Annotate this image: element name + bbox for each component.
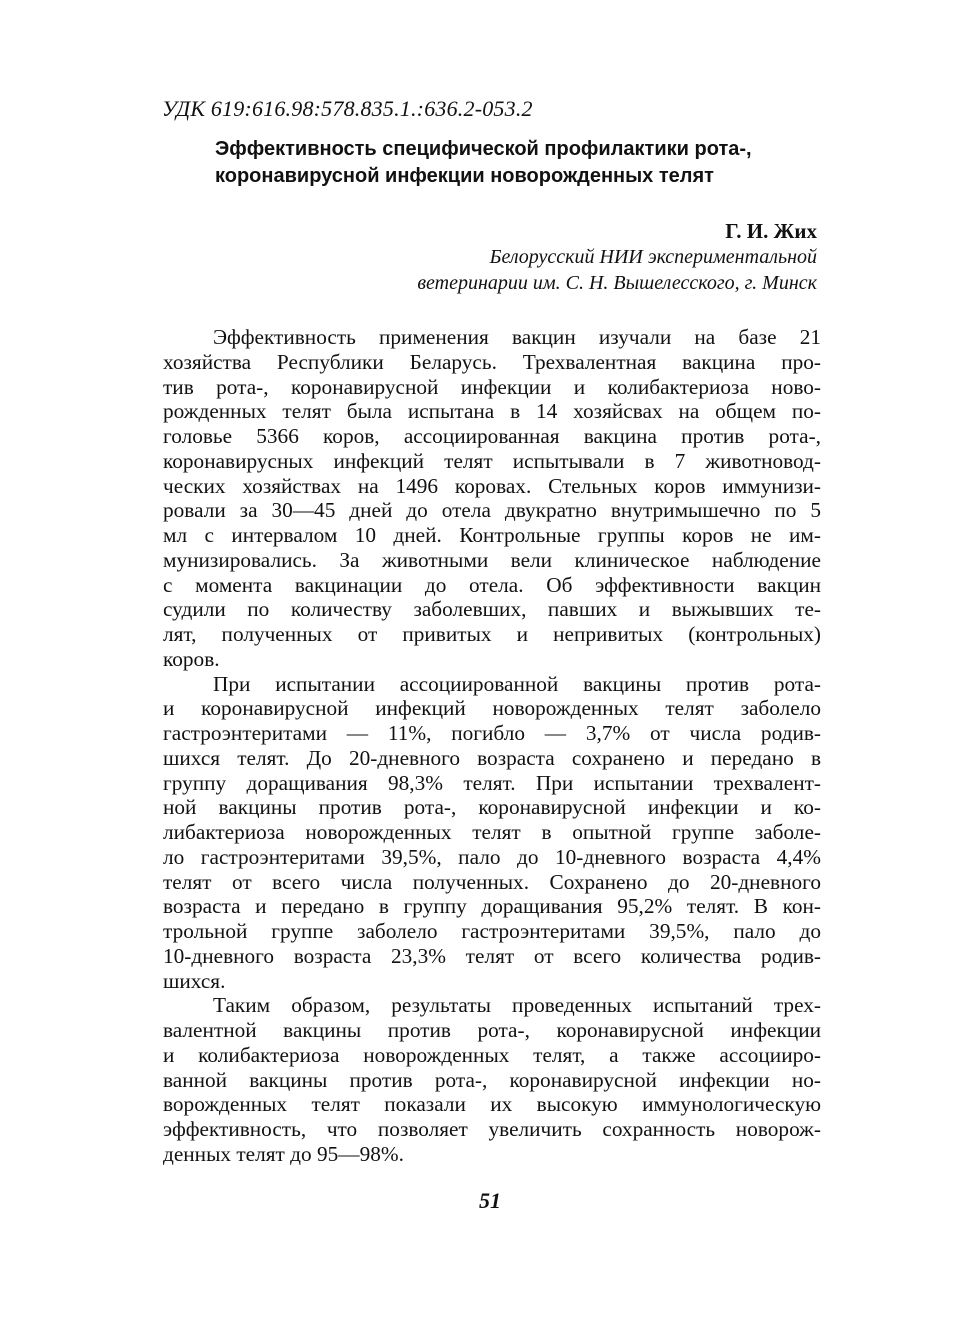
body-line: мл с интервалом 10 дней. Контрольные группы коров не им- [163,523,821,547]
body-line: гастроэнтеритами — 11%, погибло — 3,7% от числа родив- [163,721,821,745]
body-line: либактериоза новорожденных телят в опытной группе заболе- [163,820,821,844]
body-line: рожденных телят была испытана в 14 хозяйсвах на общем по- [163,399,821,424]
body-line: мунизировались. За животными вели клиническое наблюдение [163,547,821,572]
body-line: шихся телят. До 20-дневного возраста сохранено и передано в [163,745,821,770]
body-line: ло гастроэнтеритами 39,5%, пало до 10-дневного возраста 4,4% [163,844,821,869]
body-paragraph [163,325,821,672]
body-line: 10-дневного возраста 23,3% телят от всего количества родив- [163,943,821,968]
body-line: судили по количеству заболевших, павших и выжывших те- [163,597,821,622]
body-line: валентной вакцины против рота-, коронавирусной инфекции [163,1018,821,1042]
udc-code: УДК 619:616.98:578.835.1.:636.2-053.2 [162,96,533,121]
body-line: с момента вакцинации до отела. Об эффективности вакцин [163,572,821,597]
body-line: и колибактериоза новорожденных телят, а также ассоцииро- [163,1042,821,1067]
article-title [215,136,835,190]
body-line: лят, полученных от привитых и непривитых (контрольных) [163,622,821,646]
body-line: Таким образом, результаты проведенных испытаний трех- [213,993,821,1018]
body-line: и коронавирусной инфекций новорожденных телят заболело [163,696,821,721]
body-line: коронавирусных инфекций телят испытывали в 7 животновод- [163,448,821,473]
body-line: ванной вакцины против рота-, коронавирусной инфекции но- [163,1067,821,1092]
author-block [300,218,817,296]
body-line: хозяйства Республики Беларусь. Трехвалентная вакцина про- [163,349,821,374]
affiliation-line: ветеринарии им. С. Н. Вышелесского, г. Минск [417,272,817,294]
body-paragraph [163,672,821,994]
body-line: шихся. [163,968,226,993]
body-line: головье 5366 коров, ассоциированная вакцина против рота-, [163,424,821,448]
body-line: ческих хозяйствах на 1496 коровах. Стельных коров иммунизи- [163,473,821,498]
body-line: трольной группе заболело гастроэнтеритами 39,5%, пало до [163,919,821,943]
body-line: При испытании ассоциированной вакцины против рота- [213,671,821,696]
body-line: возраста и передано в группу доращивания 95,2% телят. В кон- [163,894,821,919]
page-number: 51 [479,1188,501,1213]
author-name: Г. И. Жих [725,219,817,243]
body-line: телят от всего числа полученных. Сохранено до 20-дневного [163,869,821,894]
body-line: ной вакцины против рота-, коронавирусной инфекции и ко- [163,795,821,820]
article-title-line: Эффективность специфической профилактики рота-, [215,138,752,160]
body-line: ровали за 30—45 дней до отела двукратно внутримышечно по 5 [163,498,821,523]
body-line: ворожденных телят показали их высокую иммунологическую [163,1092,821,1117]
article-title-line: коронавирусной инфекции новорожденных телят [215,165,714,187]
affiliation-line: Белорусский НИИ экспериментальной [489,246,817,268]
article-body [163,325,821,1167]
body-paragraph [163,993,821,1166]
body-line: денных телят до 95—98%. [163,1141,404,1166]
body-line: Эффективность применения вакцин изучали на базе 21 [213,325,821,349]
body-line: коров. [163,646,220,671]
body-line: эффективность, что позволяет увеличить сохранность новорож- [163,1117,821,1141]
body-line: тив рота-, коронавирусной инфекции и колибактериоза ново- [163,374,821,399]
author-affiliation [300,244,817,296]
body-line: группу доращивания 98,3% телят. При испытании трехвалент- [163,770,821,795]
